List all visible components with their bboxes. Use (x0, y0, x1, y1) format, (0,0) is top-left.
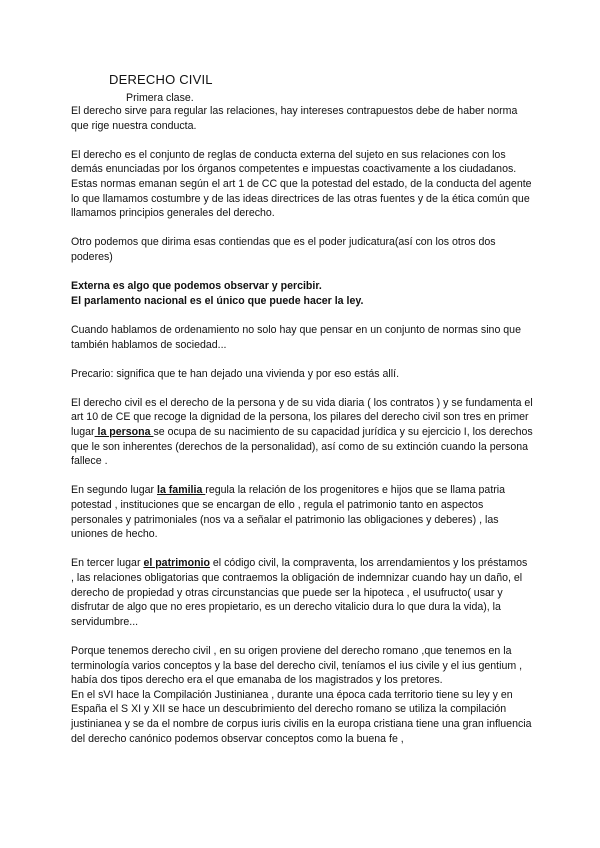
paragraph-8-text-a: En segundo lugar (71, 484, 157, 497)
emphasis-la-familia: la familia (157, 484, 206, 497)
paragraph-1: El derecho sirve para regular las relaciones, hay intereses contrapuestos debe de haber norma que rige nuestra conducta. (71, 105, 518, 132)
document-subtitle: Primera clase. (126, 92, 194, 104)
paragraph-7-text-b: se ocupa de su nacimiento de su capacidad jurídica y su ejercicio I, los derechos que le son inherentes (derechos de la personalidad), así como de su extinción cuando la persona fallece . (71, 426, 533, 468)
paragraph-5: Cuando hablamos de ordenamiento no solo hay que pensar en un conjunto de normas sino que también hablamos de sociedad... (71, 323, 521, 351)
paragraph-6: Precario: significa que te han dejado una vivienda y por eso estás allí. (71, 367, 400, 380)
paragraph-7 (71, 396, 533, 469)
bold-statement-2: El parlamento nacional es el único que puede hacer la ley. (71, 294, 364, 307)
document-title: DERECHO CIVIL (109, 72, 213, 87)
paragraph-10: Porque tenemos derecho civil , en su origen proviene del derecho romano ,que tenemos en la terminología varios conceptos y la base del derecho civil, teníamos el ius civile y el ius gentium , había dos tipos derecho era el que emanaba de los magistrados y los pretores. (71, 644, 523, 687)
bold-statement-1: Externa es algo que podemos observar y percibir. (71, 280, 322, 293)
paragraph-11: En el sVI hace la Compilación Justinianea , durante una época cada territorio tiene su ley y en España el S XI y XII se hace un descubrimiento del derecho romano se utiliza la compilación justinianea y se da el nombre de corpus iuris civilis en la europa cristiana tiene una gran influencia del derecho canónico podemos observar conceptos como la buena fe , (71, 688, 532, 745)
paragraph-7-text-a: El derecho civil es el derecho de la persona y de su vida diaria ( los contratos ) y se fundamenta el art 10 de CE que recoge la dignidad de la persona, los pilares del derecho civil son tres en primer lugar (71, 396, 533, 439)
paragraph-9-text-b: el código civil, la compraventa, los arrendamientos y los préstamos , las relaciones obligatorias que contraemos la obligación de indemnizar cuando hay un daño, el derecho de propiedad y otras circunstancias que puede ser la hipoteca , el usufructo( usar y disfrutar de algo que no eres propietario, es un derecho vitalicio dura lo que dura la vida), la servidumbre... (71, 557, 528, 628)
paragraph-9-text-a: En tercer lugar (71, 557, 144, 570)
paragraph-4: Otro podemos que dirima esas contiendas que es el poder judicatura(así con los otros dos poderes) (71, 236, 496, 263)
emphasis-la-persona: la persona (94, 426, 154, 439)
emphasis-el-patrimonio: el patrimonio (143, 557, 210, 570)
paragraph-9 (71, 556, 533, 629)
paragraph-2: El derecho es el conjunto de reglas de conducta externa del sujeto en sus relaciones con los demás enunciadas por los órganos competentes e impuestas coactivamente a los ciudadanos. (71, 148, 517, 176)
document-body (71, 104, 533, 746)
paragraph-8 (71, 483, 533, 541)
paragraph-8-text-b: regula la relación de los progenitores e hijos que se llama patria potestad , instituciones que se encargan de ello , regula el patrimonio tanto en aspectos personales y patrimoniales (nos va a señalar el patrimonio las obligaciones y deberes) , las uniones de hecho. (71, 484, 506, 541)
paragraph-3: Estas normas emanan según el art 1 de CC que la potestad del estado, de la conducta del agente lo que llamamos costumbre y de las ideas directrices de las otras fuentes y de la ética común que llamamos principios generales del derecho. (71, 177, 532, 220)
